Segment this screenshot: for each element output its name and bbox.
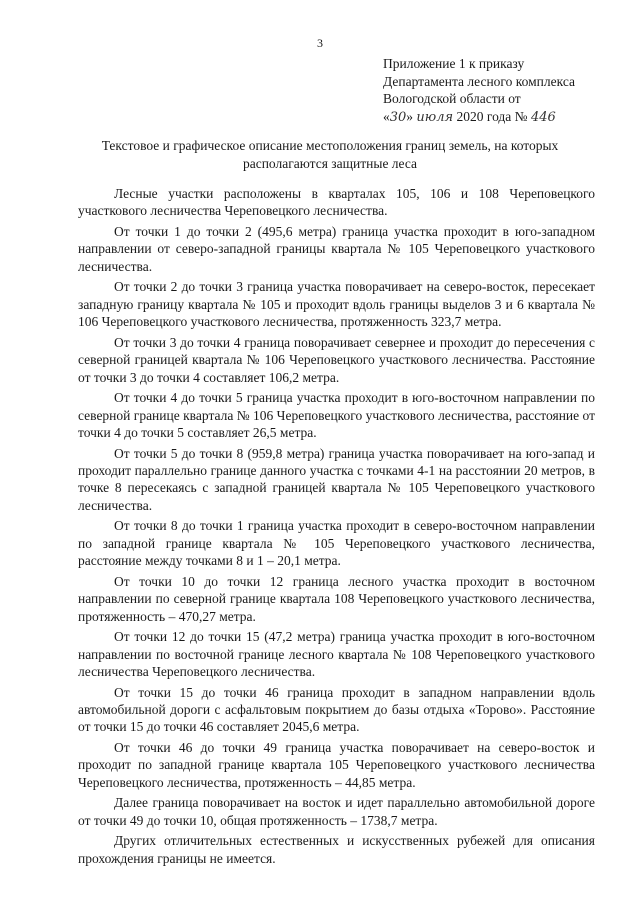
paragraph: От точки 5 до точки 8 (959,8 метра) граница участка поворачивает на юго-запад и проходит параллельно границе данного участка с точками 4-1 на расстоянии 20 метров, в точке 8 пересекаясь с западной границей квартала № 105 Череповецкого участкового лесничества.: [78, 445, 595, 513]
date-close-quote: »: [406, 108, 414, 124]
document-title: Текстовое и графическое описание местоположения границ земель, на которых располагаются защитные леса: [101, 138, 559, 171]
paragraph: От точки 15 до точки 46 граница проходит в западном направлении вдоль автомобильной дороги с асфальтовым покрытием до базы отдыха «Торово». Расстояние от точки 15 до точки 46 составляет 2045,6 метра.: [78, 684, 595, 735]
page-number: 3: [317, 36, 323, 50]
order-number-handwritten: 446: [530, 109, 556, 125]
paragraph: От точки 12 до точки 15 (47,2 метра) граница участка проходит в юго-восточном направлении по восточной границе лесного квартала № 108 Череповецкого участкового лесничества Череповецкого лесничества.: [78, 629, 595, 680]
appendix-date-line: [383, 108, 575, 127]
date-month-handwritten: июля: [416, 109, 454, 125]
appendix-line-2: Департамента лесного комплекса: [383, 73, 575, 89]
paragraph: Лесные участки расположены в кварталах 105, 106 и 108 Череповецкого участкового лесничества Череповецкого лесничества.: [78, 186, 595, 219]
paragraph: От точки 10 до точки 12 граница лесного участка проходит в восточном направлении по северной границе квартала 108 Череповецкого участкового лесничества, протяженность – 470,27 метра.: [78, 573, 595, 624]
date-year: 2020 года №: [456, 108, 528, 124]
appendix-line-1: Приложение 1 к приказу: [383, 56, 525, 71]
paragraph: От точки 46 до точки 49 граница участка поворачивает на северо-восток и проходит по западной границе квартала 105 Череповецкого участкового лесничества Череповецкого лесничества, протяженность – 44,85 метра.: [78, 740, 595, 790]
appendix-header: [383, 55, 575, 126]
paragraph: От точки 1 до точки 2 (495,6 метра) граница участка проходит в юго-западном направлении от северо-западной границы квартала № 105 Череповецкого участкового лесничества.: [78, 224, 595, 274]
paragraph: Далее граница поворачивает на восток и идет параллельно автомобильной дороге от точки 49 до точки 10, общая протяженность – 1738,7 метра.: [78, 795, 595, 828]
paragraph: От точки 4 до точки 5 граница участка проходит в юго-восточном направлении по северной границе квартала № 106 Череповецкого участкового лесничества, расстояние от точки 4 до точки 5 составляет 26,5 метра.: [78, 390, 595, 441]
appendix-line-3: Вологодской области от: [383, 91, 521, 106]
paragraph: Других отличительных естественных и искусственных рубежей для описания прохождения границы не имеется.: [78, 833, 595, 866]
paragraph: От точки 8 до точки 1 граница участка проходит в северо-восточном направлении по западной границе квартала № 105 Череповецкого участкового лесничества, расстояние между точками 8 и 1 – 20,1 метра.: [78, 518, 595, 569]
paragraph: От точки 2 до точки 3 граница участка поворачивает на северо-восток, пересекает западную границу квартала № 105 и проходит вдоль границы выделов 3 и 6 квартала № 106 Череповецкого участкового лесничества, протяженность 323,7 метра.: [78, 279, 595, 330]
date-open-quote: «: [383, 108, 390, 124]
document-body: [78, 185, 595, 870]
date-day-handwritten: 30: [389, 109, 407, 125]
paragraph: От точки 3 до точки 4 граница поворачивает севернее и проходит до пересечения с северной границей квартала № 106 Череповецкого участкового лесничества. Расстояние от точки 3 до точки 4 составляет 106,2 метра.: [78, 334, 595, 385]
